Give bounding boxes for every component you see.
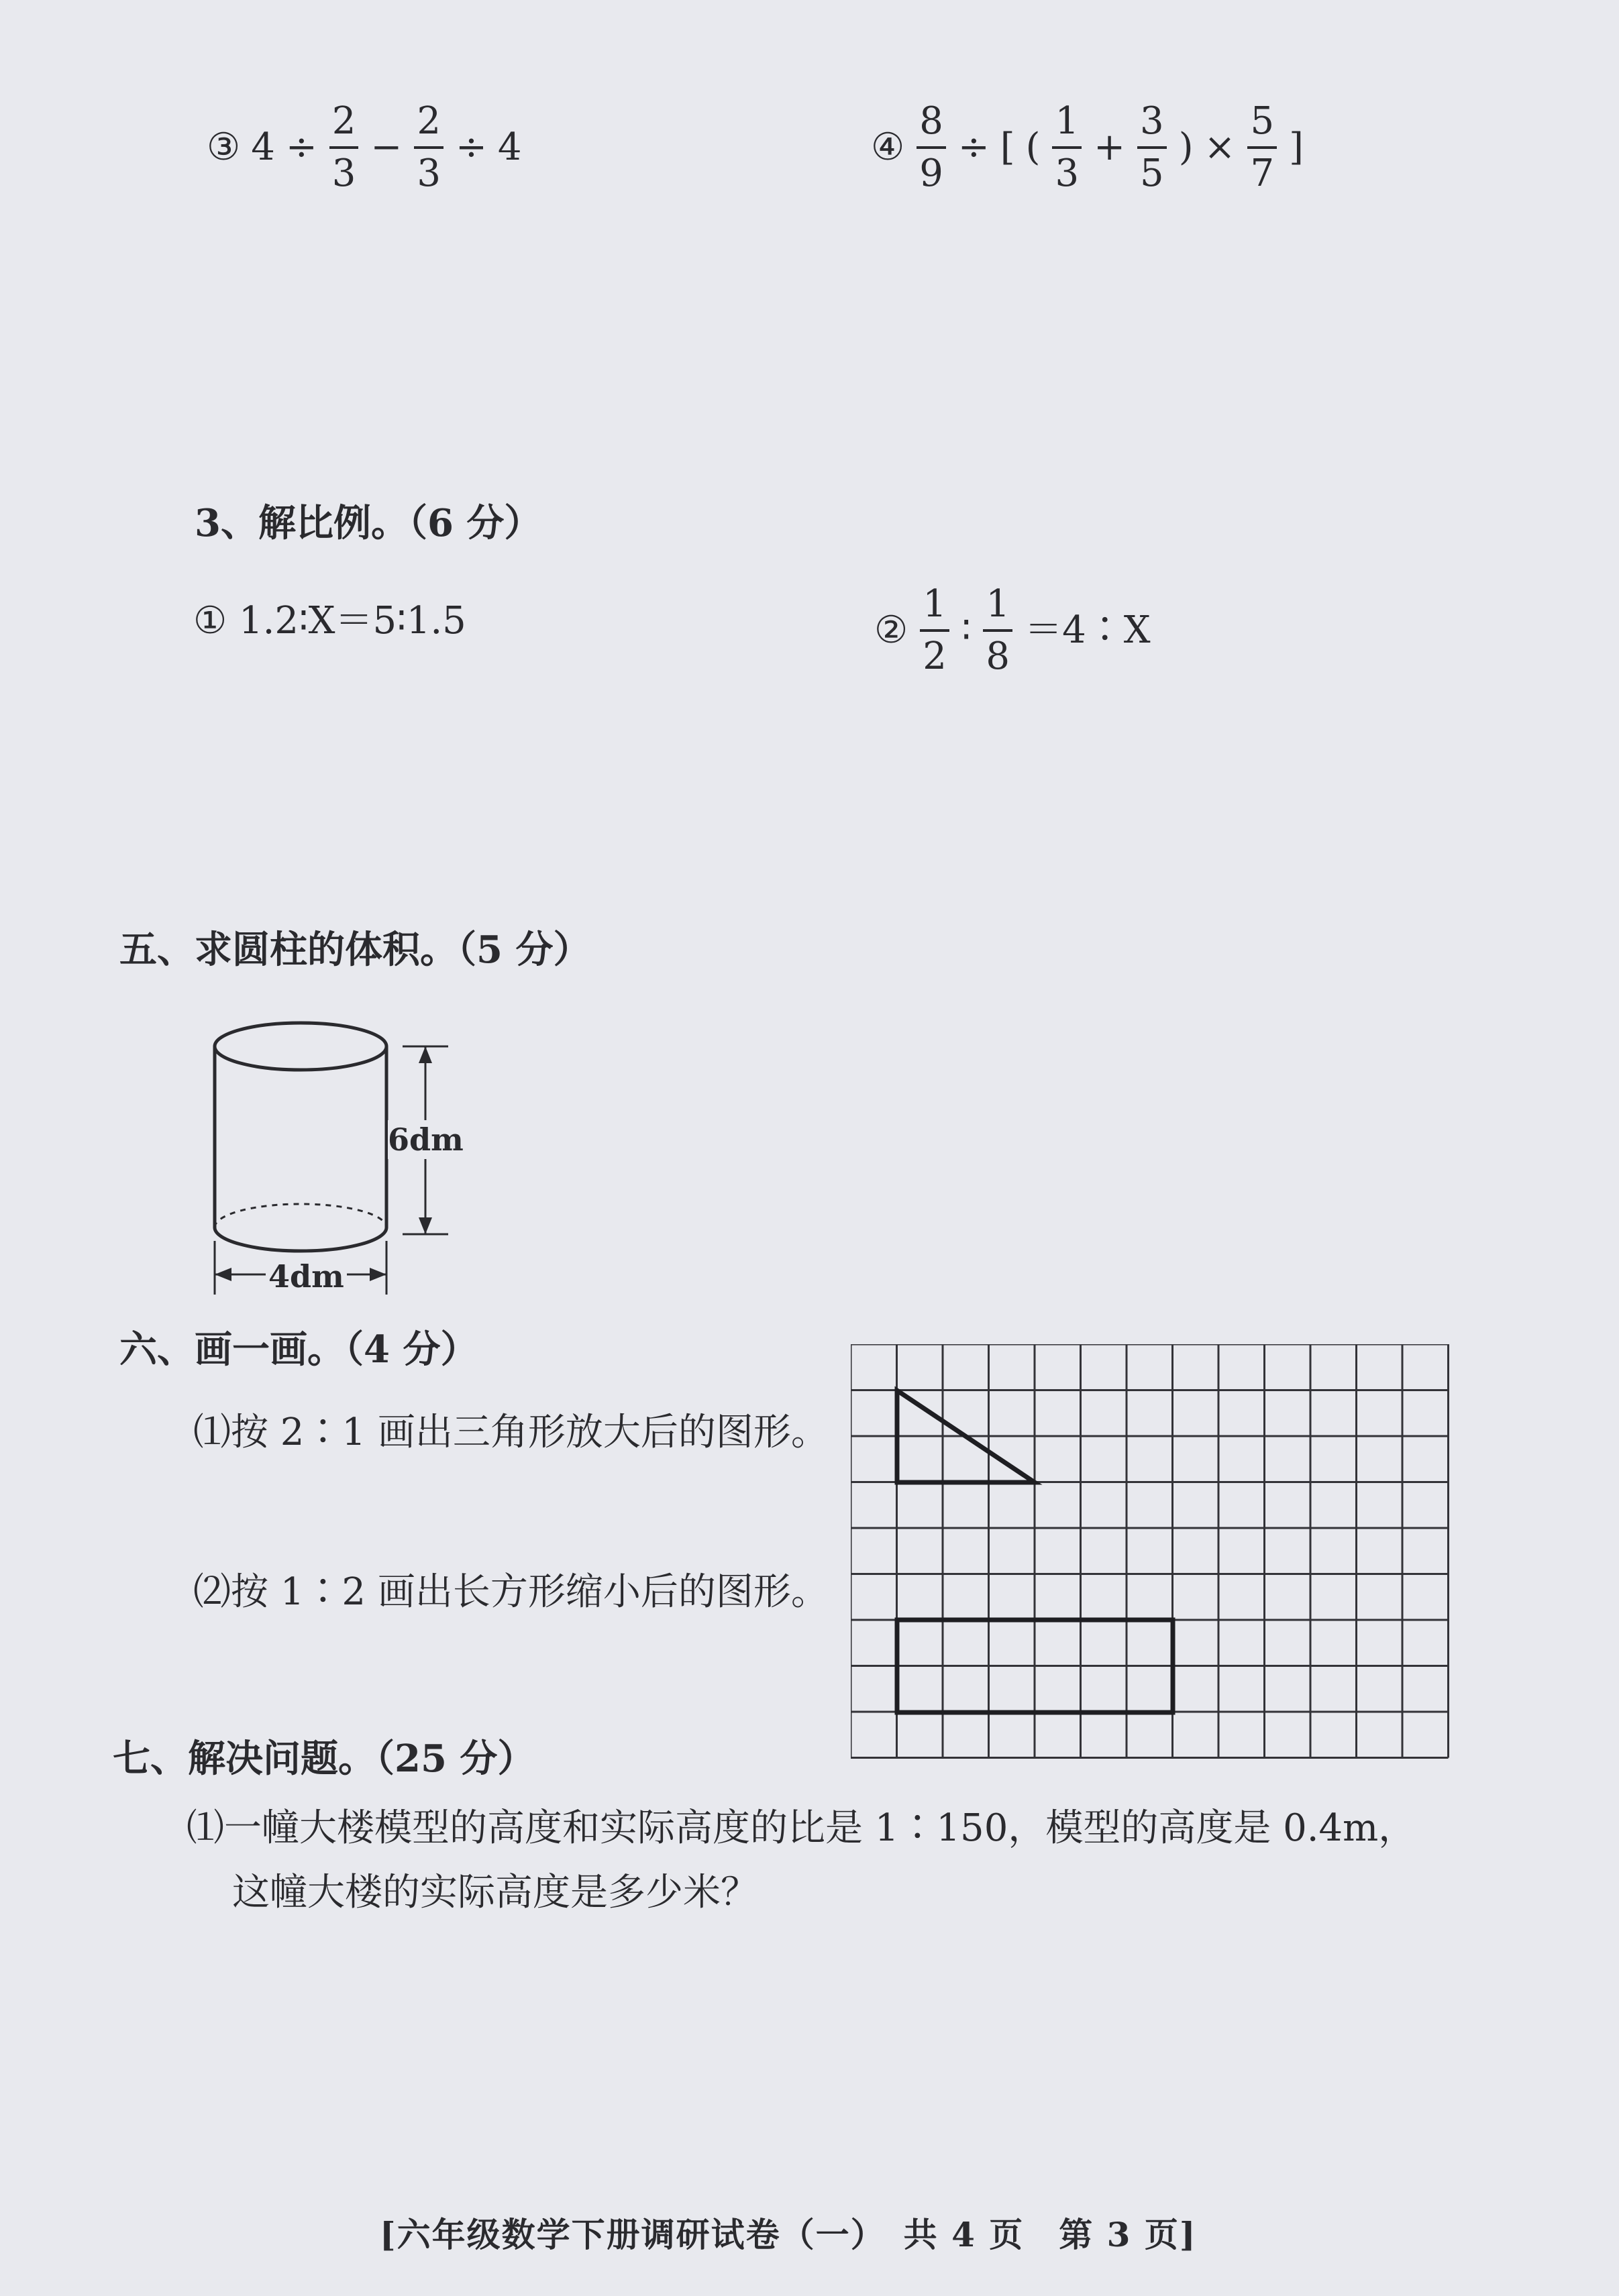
problem-4: ④ $\frac{8}{9}$ ÷ [ ( $\frac{1}{3}$ + $\frac{3}{5}$ ) × $\frac{5}{7}$ ]: [871, 99, 1304, 195]
proportion-2: ② $\frac{1}{2}$ ∶ $\frac{1}{8}$ ＝4∶X: [874, 582, 1151, 678]
proportion-1: ① 1.2∶X＝5∶1.5: [193, 599, 466, 643]
section-5-title: 五、求圆柱的体积。（5 分）: [119, 928, 591, 972]
cylinder-bottom-back: [215, 1204, 386, 1227]
fraction: $\frac{8}{9}$: [917, 101, 946, 194]
page-footer: [六年级数学下册调研试卷（一） 共 4 页 第 3 页]: [380, 2215, 1197, 2254]
fraction: $\frac{3}{5}$: [1137, 101, 1167, 194]
cylinder-top: [215, 1023, 386, 1070]
section-3-title: 3、解比例。（6 分）: [195, 501, 542, 545]
word-problem-1-line-2: 这幢大楼的实际高度是多少米？: [232, 1871, 758, 1914]
fraction: $\frac{1}{2}$: [920, 584, 949, 677]
grid-canvas[interactable]: [851, 1344, 1457, 1767]
drawing-task-1: ⑴按 2∶1 画出三角形放大后的图形。: [193, 1411, 829, 1454]
fraction: $\frac{2}{3}$: [414, 101, 443, 194]
cylinder-bottom-front: [215, 1227, 386, 1251]
problem-3: ③ 4 ÷ $\frac{2}{3}$ − $\frac{2}{3}$ ÷ 4: [207, 99, 522, 195]
section-7-title: 七、解决问题。（25 分）: [113, 1737, 535, 1781]
problem-marker: ③: [207, 125, 241, 169]
problem-marker: ②: [874, 608, 908, 652]
height-label: 6dm: [388, 1122, 464, 1158]
section-6-title: 六、画一画。（4 分）: [119, 1327, 478, 1372]
fraction: $\frac{1}{3}$: [1052, 101, 1082, 194]
arrow-right-icon: [370, 1268, 386, 1281]
fraction: $\frac{5}{7}$: [1247, 101, 1277, 194]
arrow-left-icon: [215, 1268, 231, 1281]
problem-marker: ④: [871, 125, 905, 169]
word-problem-1-line-1: ⑴一幢大楼模型的高度和实际高度的比是 1∶150，模型的高度是 0.4m，: [187, 1806, 1416, 1850]
arrow-down-icon: [419, 1217, 432, 1234]
fraction: $\frac{1}{8}$: [983, 584, 1012, 677]
arrow-up-icon: [419, 1046, 432, 1063]
drawing-task-2: ⑵按 1∶2 画出长方形缩小后的图形。: [193, 1570, 829, 1614]
diameter-label: 4dm: [266, 1258, 347, 1295]
drawing-grid[interactable]: [851, 1344, 1457, 1767]
fraction: $\frac{2}{3}$: [329, 101, 359, 194]
cylinder-figure: [195, 1013, 483, 1308]
